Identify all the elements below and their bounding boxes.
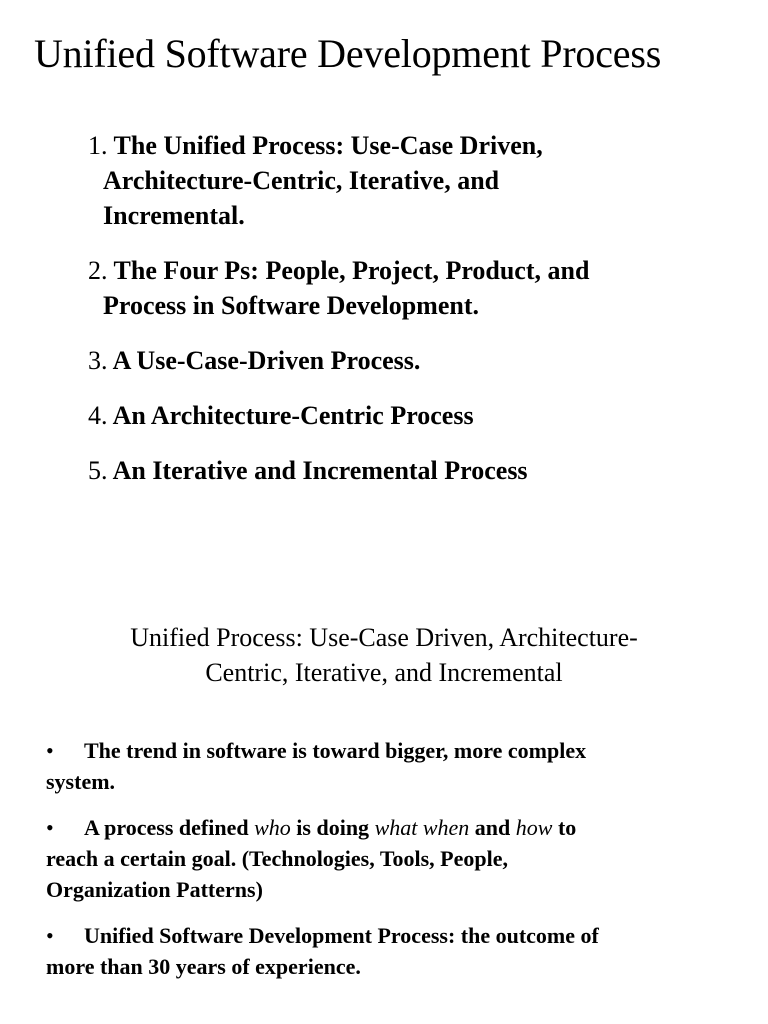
list-item xyxy=(46,812,726,905)
bullet-text: to xyxy=(552,815,577,840)
item-number: 5. xyxy=(88,456,108,485)
list-item xyxy=(88,343,708,378)
item-text: The Unified Process: Use-Case Driven, xyxy=(113,131,543,160)
section-heading xyxy=(40,620,728,690)
bullet-text: Unified Software Development Process: the outcome of xyxy=(84,923,599,948)
list-item xyxy=(46,920,726,982)
bullet-icon: • xyxy=(46,923,54,948)
bullet-list xyxy=(46,735,726,997)
bullet-text: A process defined xyxy=(84,815,255,840)
bullet-text: is doing xyxy=(290,815,375,840)
bullet-text-continued: Organization Patterns) xyxy=(46,877,263,902)
item-number: 1. xyxy=(88,131,108,160)
bullet-text: and xyxy=(469,815,516,840)
item-text-continued: Architecture-Centric, Iterative, and xyxy=(103,166,500,195)
item-text: A Use-Case-Driven Process. xyxy=(112,346,421,375)
bullet-text-continued: more than 30 years of experience. xyxy=(46,954,361,979)
list-item xyxy=(88,253,708,323)
bullet-icon: • xyxy=(46,815,54,840)
list-item xyxy=(88,453,708,488)
contents-list xyxy=(88,128,708,508)
emphasis-text: who xyxy=(254,815,291,840)
bullet-text: The trend in software is toward bigger, more complex xyxy=(84,738,587,763)
item-text-continued: Process in Software Development. xyxy=(103,291,479,320)
list-item xyxy=(46,735,726,797)
item-number: 3. xyxy=(88,346,108,375)
section-heading-line: Centric, Iterative, and Incremental xyxy=(205,658,563,687)
item-number: 4. xyxy=(88,401,108,430)
emphasis-text: how xyxy=(515,815,553,840)
item-text: An Iterative and Incremental Process xyxy=(112,456,528,485)
list-item xyxy=(88,128,708,233)
section-heading-line: Unified Process: Use-Case Driven, Architecture- xyxy=(130,623,638,652)
list-item xyxy=(88,398,708,433)
bullet-text-continued: system. xyxy=(46,769,116,794)
bullet-text-continued: reach a certain goal. (Technologies, Tools, People, xyxy=(46,846,508,871)
item-text-continued: Incremental. xyxy=(103,201,245,230)
bullet-icon: • xyxy=(46,738,54,763)
item-text: An Architecture-Centric Process xyxy=(112,401,474,430)
item-text: The Four Ps: People, Project, Product, and xyxy=(113,256,590,285)
emphasis-text: what when xyxy=(374,815,470,840)
item-number: 2. xyxy=(88,256,108,285)
page-title: Unified Software Development Process xyxy=(34,31,662,76)
